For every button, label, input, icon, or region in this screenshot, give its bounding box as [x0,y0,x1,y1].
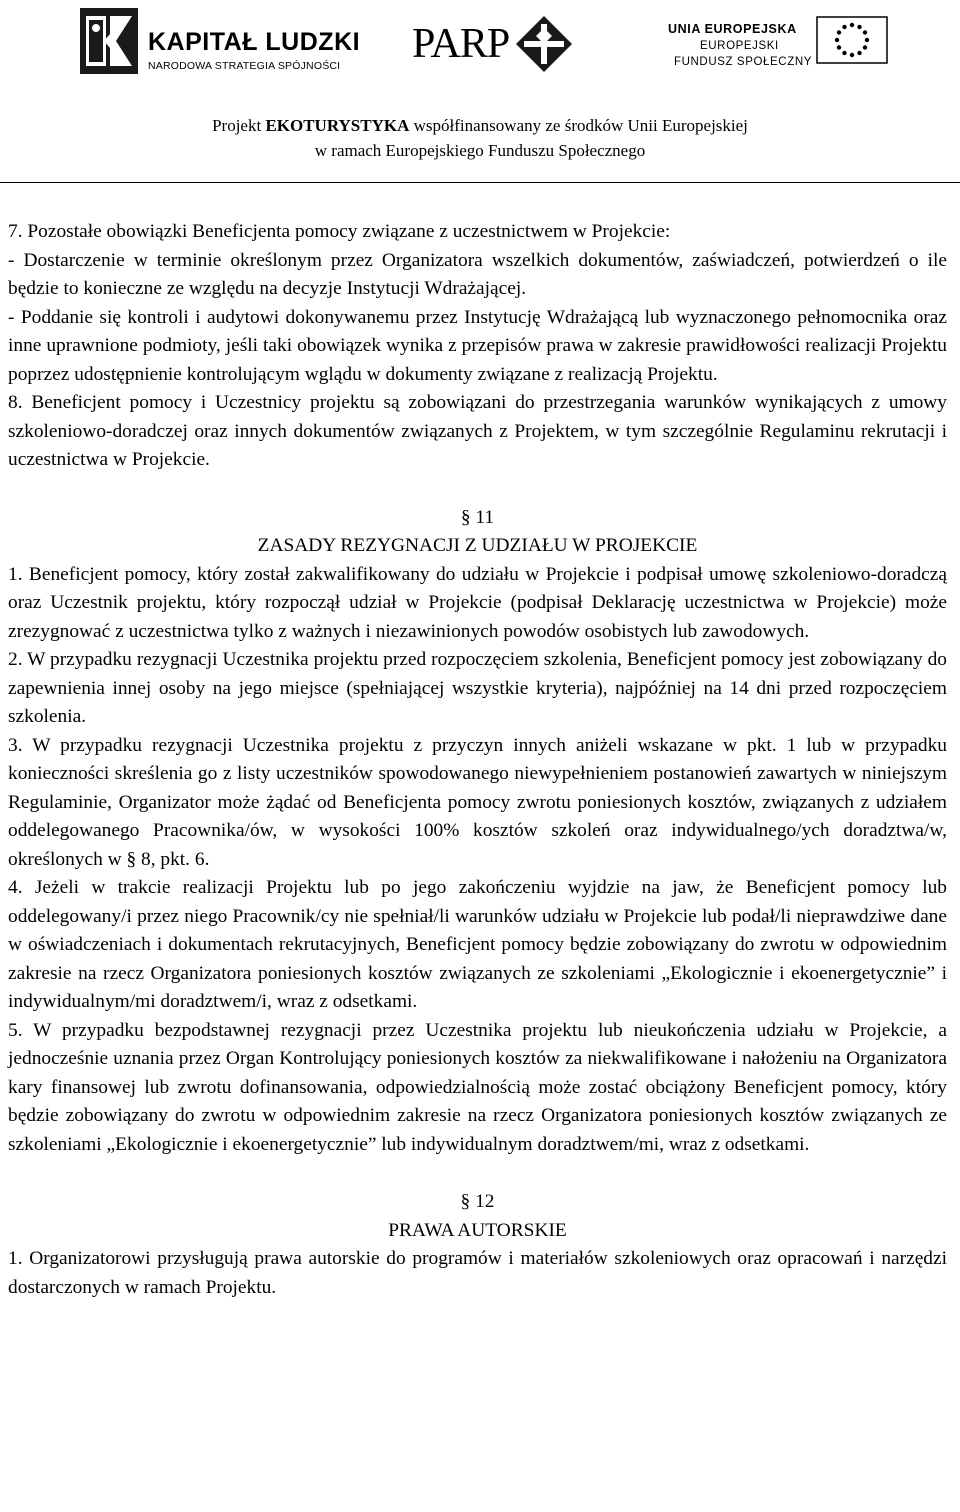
section-11-paragraph-5: 5. W przypadku bezpodstawnej rezygnacji przez Uczestnika projektu lub nieukończenia udziału w Projekcie, a jednocześnie uznania przez Organ Kontrolujący poniesionych kosztów za niekwalifikowane i nałożeniu na Organizatora kary finansowej lub zwrotu dofinansowania, odpowiedzialnością może zostać obciążony Beneficjent pomocy, który będzie zobowiązany do zwrotu w odpowiednim zakresie na rzecz Organizatora poniesionych kosztów związanych ze szkoleniami „Ekologicznie i ekoenergetycznie” lub indywidualnym doradztwem/mi, wraz z odsetkami. [8,1019,947,1155]
project-prefix: Projekt [212,116,266,135]
logo-bar [0,0,960,90]
project-suffix: współfinansowany ze środków Unii Europejskiej [409,116,748,135]
project-line [0,116,960,136]
parp-diamond-icon [516,16,572,72]
kapital-ludzki-tagline: NARODOWA STRATEGIA SPÓJNOŚCI [148,60,341,72]
ue-logo-line3: FUNDUSZ SPOŁECZNY [674,56,812,68]
parp-logo [412,16,572,76]
ue-logo-line1: UNIA EUROPEJSKA [668,22,797,36]
section-11-paragraph-2: 2. W przypadku rezygnacji Uczestnika projektu przed rozpoczęciem szkolenia, Beneficjent pomocy jest zobowiązany do zapewnienia innej osoby na jego miejsce (spełniającej wszystkie kryteria), najpóźniej na 14 dni przed rozpoczęciem szkolenia. [8,649,947,727]
section-12-title: PRAWA AUTORSKIE [388,1219,567,1241]
paragraph-8: 8. Beneficjent pomocy i Uczestnicy projektu są zobowiązani do przestrzegania warunków wynikających z umowy szkoleniowo-doradczej oraz innych dokumentów związanych z Projektem, w tym szczególnie Regulaminu rekrutacji i uczestnictwa w Projekcie. [8,392,947,470]
spacer [8,1159,947,1188]
ue-efs-logo [668,20,898,80]
section-11-number: § 11 [460,506,495,528]
ue-logo-line2: EUROPEJSKI [700,40,779,52]
kapital-ludzki-emblem-icon [80,8,138,74]
kapital-ludzki-name: KAPITAŁ LUDZKI [148,28,361,56]
section-11-paragraph-1: 1. Beneficjent pomocy, który został zakwalifikowany do udziału w Projekcie i podpisał umowę szkoleniowo-doradczą oraz Uczestnik projektu, który rozpoczął udział w Projekcie (podpisał Deklarację uczestnictwa w Projekcie) może zrezygnować z uczestnictwa tylko z ważnych i niezawinionych powodów osobistych lub zawodowych. [8,563,947,642]
spacer [8,475,947,504]
section-11-title: ZASADY REZYGNACJI Z UDZIAŁU W PROJEKCIE [257,535,698,556]
document-body [8,218,947,1302]
paragraph-7a: - Dostarczenie w terminie określonym przez Organizatora wszelkich dokumentów, zaświadczeń, potwierdzeń o ile będzie to konieczne ze względu na decyzje Instytucji Wdrażającej. [8,249,947,299]
section-11-paragraph-4: 4. Jeżeli w trakcie realizacji Projektu lub po jego zakończeniu wyjdzie na jaw, że Beneficjent pomocy lub oddelegowany/i przez niego Pracownik/cy nie spełniał/li warunków udziału w Projekcie lub podał/li nieprawdziwe dane w oświadczeniach i dokumentach rekrutacyjnych, Beneficjent pomocy będzie zobowiązany do zwrotu w odpowiednim zakresie na rzecz Organizatora poniesionych kosztów związanych ze szkoleniami „Ekologicznie i ekoenergetycznie” i indywidualnym/mi doradztwem/i, wraz z odsetkami. [8,877,947,1012]
paragraph-7-title: 7. Pozostałe obowiązki Beneficjenta pomocy związane z uczestnictwem w Projekcie: [8,221,671,242]
section-11-paragraph-3: 3. W przypadku rezygnacji Uczestnika projektu z przyczyn innych aniżeli wskazane w pkt. 1 lub w przypadku konieczności skreślenia go z listy uczestników spowodowanego niewypełnieniem postanowień zawartych w niniejszym Regulaminie, Organizator może żądać od Beneficjenta pomocy zwrotu poniesionych kosztów, związanych z udziałem oddelegowanego Pracownika/ów, w wysokości 100% kosztów szkoleń oraz indywidualnego/ych doradztwa/w, określonych w § 8, pkt. 6. [8,734,947,870]
project-line2: w ramach Europejskiego Funduszu Społecznego [314,141,646,160]
section-12-paragraph-1: 1. Organizatorowi przysługują prawa autorskie do programów i materiałów szkoleniowych oraz opracowań i narzędzi dostarczonych w ramach Projektu. [8,1248,947,1298]
parp-name: PARP [412,21,510,67]
section-12-number: § 12 [460,1191,495,1212]
paragraph-7b: - Poddanie się kontroli i audytowi dokonywanemu przez Instytucję Wdrażającą lub wyznaczonego pełnomocnika oraz inne uprawnione podmioty, jeśli taki obowiązek wynika z przepisów prawa w zakresie prawidłowości realizacji Projektu poprzez udostępnienie kontrolującym wglądu w dokumenty związane z realizacją Projektu. [8,306,947,385]
kapital-ludzki-logo [80,8,380,76]
eu-flag-icon [816,16,888,64]
project-name: EKOTURYSTYKA [265,116,410,135]
header-divider [0,182,960,183]
